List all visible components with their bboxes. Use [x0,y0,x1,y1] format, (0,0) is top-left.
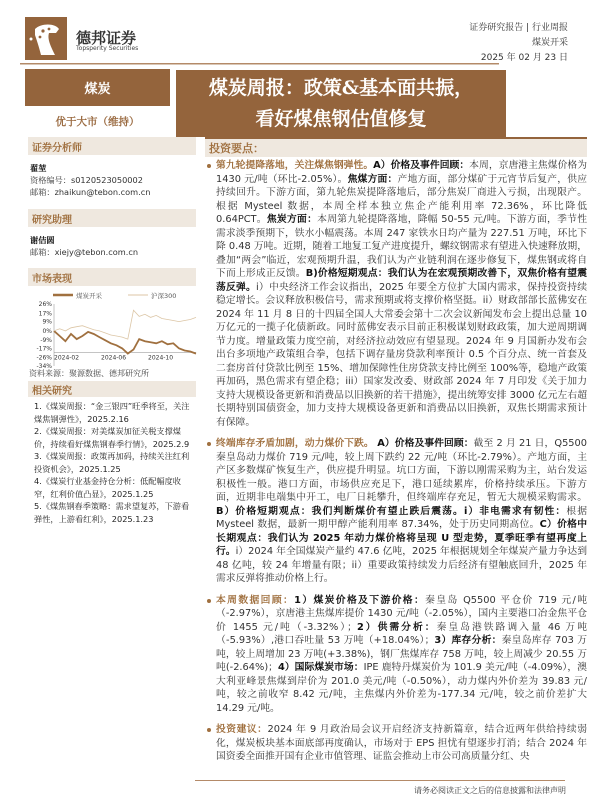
bullet-highlight: A）价格及事件回顾： [373,438,474,449]
x-tick-label: 2024-02 [54,354,80,362]
series-line-coal [54,331,196,354]
bullet-text: 截至 2 月 21 日，Q5500 秦皇岛动力煤价 719 元/吨，较上周下跌约 22 元/吨（环比-2.79%）。产地方面，主产区多数煤矿恢复生产，供应提升明显。坑口方面，下游以刚需采购为主，站台发运积极性一般。港口方面，市场供应充足下，港口延续累库，价格持续承压。下游方面，近期非电端集中开工，电厂日耗攀升，但终端库存充足，暂无大规模采购需求。 [216,438,587,503]
x-tick-label: 2024-06 [101,354,127,362]
related-item[interactable]: 5.《煤焦钢春季策略：需求望复苏，下游看弹性，上游看红利》，2025.1.23 [34,501,190,524]
y-tick-label: -9% [40,337,52,345]
analyst-email[interactable]: 邮箱：zhaikun@tebon.com.cn [30,187,151,197]
market-section-header: 市场表现 [28,268,196,286]
brand-name-en: Topsperity Securities [76,45,139,52]
header-divider-light [20,64,499,65]
brand-name: 德邦证券 [76,29,137,47]
assistant-email[interactable]: 邮箱：xiejy@tebon.com.cn [30,247,139,257]
market-performance-chart [28,290,198,368]
title-line-2: 看好煤焦钢估值修复 [255,108,427,130]
analyst-name: 翟堃 [30,163,47,173]
y-tick-label: 0% [42,327,52,335]
title-line-1: 煤炭周报：政策&基本面共振， [208,77,474,99]
related-research-list [34,400,194,525]
bullet-text: 本周，京唐港主焦煤价格为 1430 元/吨（环比-2.05%）。 [216,160,588,185]
bullet-highlight: B)价格短期观点：我们认为在宏观预期改善下，双焦价格有望震荡反弹。 [216,268,587,293]
y-tick-label: -26% [36,354,52,362]
bullet-highlight: 焦煤方面： [347,173,398,185]
invest-point-bullet [205,723,587,764]
x-tick-label: 2024-10 [148,354,174,362]
related-item[interactable]: 2.《煤炭周报：对美煤炭加征关税支撑煤价，持续看好煤焦钢春季行情》，2025.2.9 [34,426,190,449]
bullet-text: 2024 年 9 月政治局会议开启经济支持新篇章，结合近两年供给持续弱化，煤炭板块基本面底部再度确认，市场对于 EPS 担忧有望逐步打消；结合 2024 年国资委全面推开国有企业市值管理、证监会推动上市公司高质量分红、央 [216,724,587,762]
bullet-text: 秦皇岛 Q5500 平仓价 719 元/吨（-2.97%），京唐港主焦煤库提价 1430 元/吨（-2.05%），国内主要港口冶金焦平仓价 1455 元/吨（-3.32%）； [216,594,587,633]
bullet-highlight: 2）供需分析： [356,621,437,633]
bullet-text: i）2024 年全国煤炭产量约 47.6 亿吨，2025 年根据规划全年煤炭产量力争达到 48 亿吨，较 24 年增量有限；ii）重要政策持续发力后经济有望触底回升，2025 年需求反弹将推动价格上行。 [216,546,588,584]
chart-source: 资料来源：聚源数据、德邦研究所 [29,369,149,378]
bullet-highlight: 3）库存分析： [434,635,502,646]
legend-label: 沪深300 [151,292,177,300]
bullet-highlight: 投资建议： [216,724,268,735]
y-tick-label: -34% [36,363,52,368]
footer-disclaimer: 请务必阅读正文之后的信息披露和法律声明 [414,786,566,795]
assistant-name: 谢佶圆 [30,235,55,245]
series-line-hs300 [54,310,196,339]
bullet-highlight: 终端库存矛盾加剧，动力煤价下跌。 [216,438,374,449]
y-tick-label: -17% [36,345,52,353]
assistant-info [30,234,138,258]
invest-point-bullet [205,437,587,586]
bullet-highlight: 焦炭方面： [266,214,318,225]
sector-box: 煤炭 [25,69,170,106]
related-section-header: 相关研究 [28,381,196,397]
industry-label: 煤炭开采 [531,38,568,48]
bullet-highlight: 4）国际煤炭市场： [277,662,364,673]
y-tick-label: 9% [42,318,52,326]
related-item[interactable]: 3.《煤炭周报：政策再加码，持续关注红利投资机会》，2025.1.25 [34,451,190,474]
bullet-highlight: A）价格及事件回顾： [373,160,470,171]
report-meta [469,21,568,66]
y-tick-label: 26% [38,301,52,308]
bullet-highlight: 第九轮提降落地，关注煤焦钢弹性。 [216,160,374,171]
invest-points-header: 投资要点： [205,137,587,157]
related-item[interactable]: 4.《煤炭行业基金持仓分析：低配幅度收窄，红利价值凸显》，2025.1.25 [34,476,181,499]
bullet-text: 秦皇岛港铁路调入量 46 万吨（-5.93%）,港口吞吐量 53 万吨（+18.04%）； [216,621,588,646]
company-logo [25,17,67,60]
analyst-section-header: 证券分析师 [28,137,196,155]
bullet-text: IPE 鹿特丹煤炭价为 101.9 美元/吨（-4.09%），澳大利亚峰景焦煤到岸价为 201.0 美元/吨（-0.50%），动力煤内外价差为 39.83 元/吨，较之前收窄 8.42 元/吨，主焦煤内外价差为-177.34 元/吨，较之前价差扩大 14.29 元/吨。 [216,662,587,714]
bullet-highlight: 1）煤炭价格及下游价格： [294,594,426,606]
bullet-highlight: 本周数据回顾： [216,594,295,606]
bullet-text: 本周第九轮提降落地，降幅 50-55 元/吨。下游方面，季节性需求淡季预期下，铁水小幅震荡。本周 247 家铁水日均产量为 227.51 万吨，环比下降 0.48 万吨。近期，随着工地复工复产进度提升，螺纹钢需求有望进入快速释放期，叠加“两会”临近，宏观预期升温，我们认为产业链利润在逐步修复下，煤焦钢或将自下而上形成正反馈。 [216,214,588,279]
assistant-section-header: 研究助理 [28,209,196,227]
bullet-text: 根据 Mysteel 数据，最新一期甲醇产能利用率 87.34%，处于历史同期高位。 [216,505,588,530]
analyst-cert: 资格编号：s0120523050002 [30,175,143,185]
rating: 优于大市（维持） [55,116,140,128]
report-type: 证券研究报告 | 行业周报 [469,23,568,33]
bullet-text: 秦皇岛库存 703 万吨，较上周增加 23 万吨(+3.38%)，钢厂焦煤库存 758 万吨，较上周减少 20.55 万吨(-2.64%)； [216,635,587,673]
bullet-highlight: C）价格中长期观点：我们认为 2025 年动力煤价格将呈现 U 型走势，夏季旺季有望再度上行。 [216,519,587,557]
bullet-highlight: B）价格短期观点：我们判断煤价有望止跌后震荡。i）非电需求有韧性： [216,505,567,517]
invest-points-body [205,159,587,764]
footer-divider [195,780,565,781]
invest-point-bullet [205,159,587,429]
invest-point-bullet [205,594,587,716]
bullet-text: i）中央经济工作会议指出，2025 年要全方位扩大国内需求，保持投资持续稳定增长。会议释放积极信号，需求预期或将支撑价格坚挺。ii）财政部部长蓝佛安在 2024 年 11 月 8 日的十四届全国人大常委会第十二次会议新闻发布会上提出总量 10 万亿元的一揽子化债新政。同时蓝佛安表示目前正积极谋划财政政策，加大逆周期调节力度。增量政策力度空前，对经济拉动效应有望显现。2024 年 9 月国新办发布会出台多项地产政策组合拳，包括下调存量房贷款利率预计 0.5 个百分点、统一首套及二套房首付贷款比例至 15%、增加保障性住房贷款支持比例至 100%等，稳地产政策再加码，黑色需求有望企稳；iii）国家发改委、财政部 2024 年 7 月印发《关于加力支持大规模设备更新和消费品以旧换新的若干措施》，提出统筹安排 3000 亿元左右超长期特别国债资金，加力支持大规模设备更新和消费品以旧换新，双焦长期需求预计有保障。 [216,281,588,428]
analyst-info [30,162,150,198]
related-item[interactable]: 1.《煤炭周报：“金三银四”旺季将至，关注煤焦钢弹性》，2025.2.16 [34,401,190,424]
legend-label: 煤炭开采 [76,292,102,300]
report-date: 2025 年 02 月 23 日 [480,53,568,63]
bullet-text: 产地方面，部分煤矿于元宵节后复产，供应持续回升。下游方面，第九轮焦炭提降落地后，部分焦炭厂商进入亏损，出现限产。根据 Mysteel 数据，本周全样本独立焦企产能利用率 72.36%，环比降低 0.64PCT。 [216,173,587,225]
y-tick-label: 17% [38,310,52,318]
report-title [176,70,506,137]
